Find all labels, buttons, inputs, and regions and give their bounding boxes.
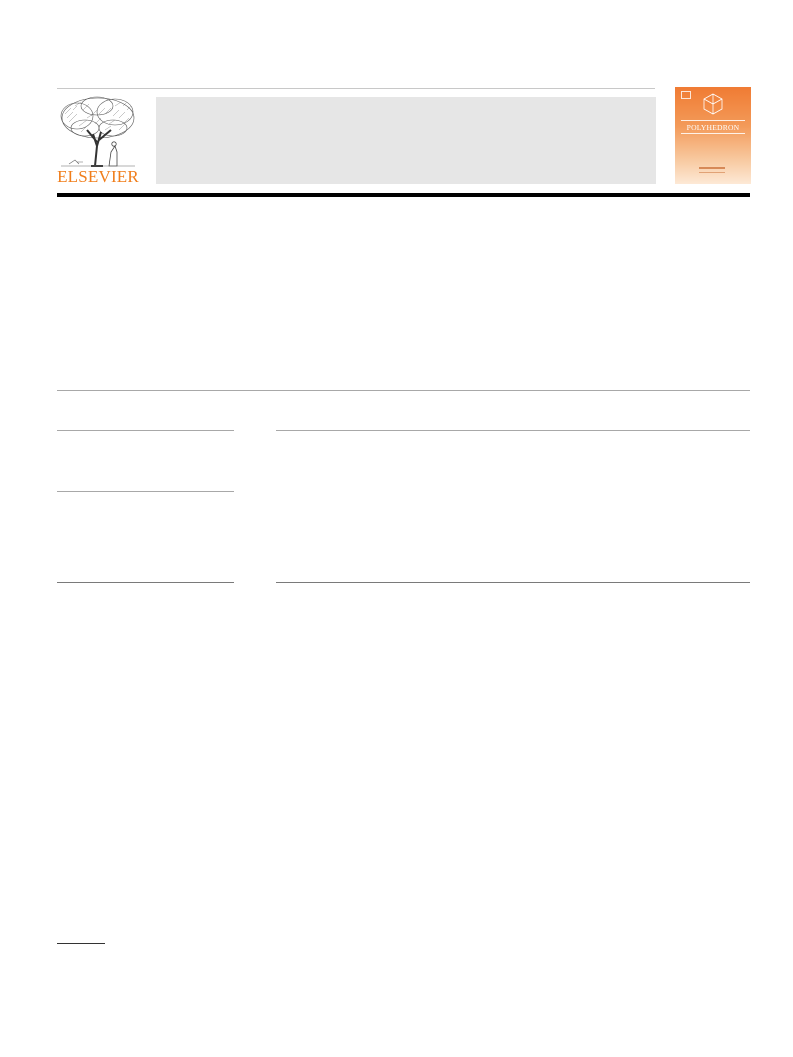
journal-cover (675, 87, 751, 184)
masthead-banner (156, 97, 656, 184)
cover-rule-upper (681, 120, 745, 121)
header-rule (57, 193, 750, 197)
cover-imprint-line (699, 172, 725, 173)
publisher-wordmark: ELSEVIER (57, 167, 139, 186)
polyhedron-icon (702, 93, 724, 115)
title-block-rule (57, 390, 750, 391)
cover-title: POLYHEDRON (686, 123, 740, 132)
cover-publisher-mark (699, 167, 725, 169)
cover-emblem (681, 91, 691, 99)
article-info-rule-top (57, 430, 234, 431)
footnote-rule (57, 943, 105, 944)
article-info-rule-middle (57, 491, 234, 492)
abstract-rule-top (276, 430, 750, 431)
abstract-rule-bottom (276, 582, 750, 583)
article-info-rule-bottom (57, 582, 234, 583)
top-rule (57, 88, 655, 89)
cover-rule-lower (681, 133, 745, 134)
